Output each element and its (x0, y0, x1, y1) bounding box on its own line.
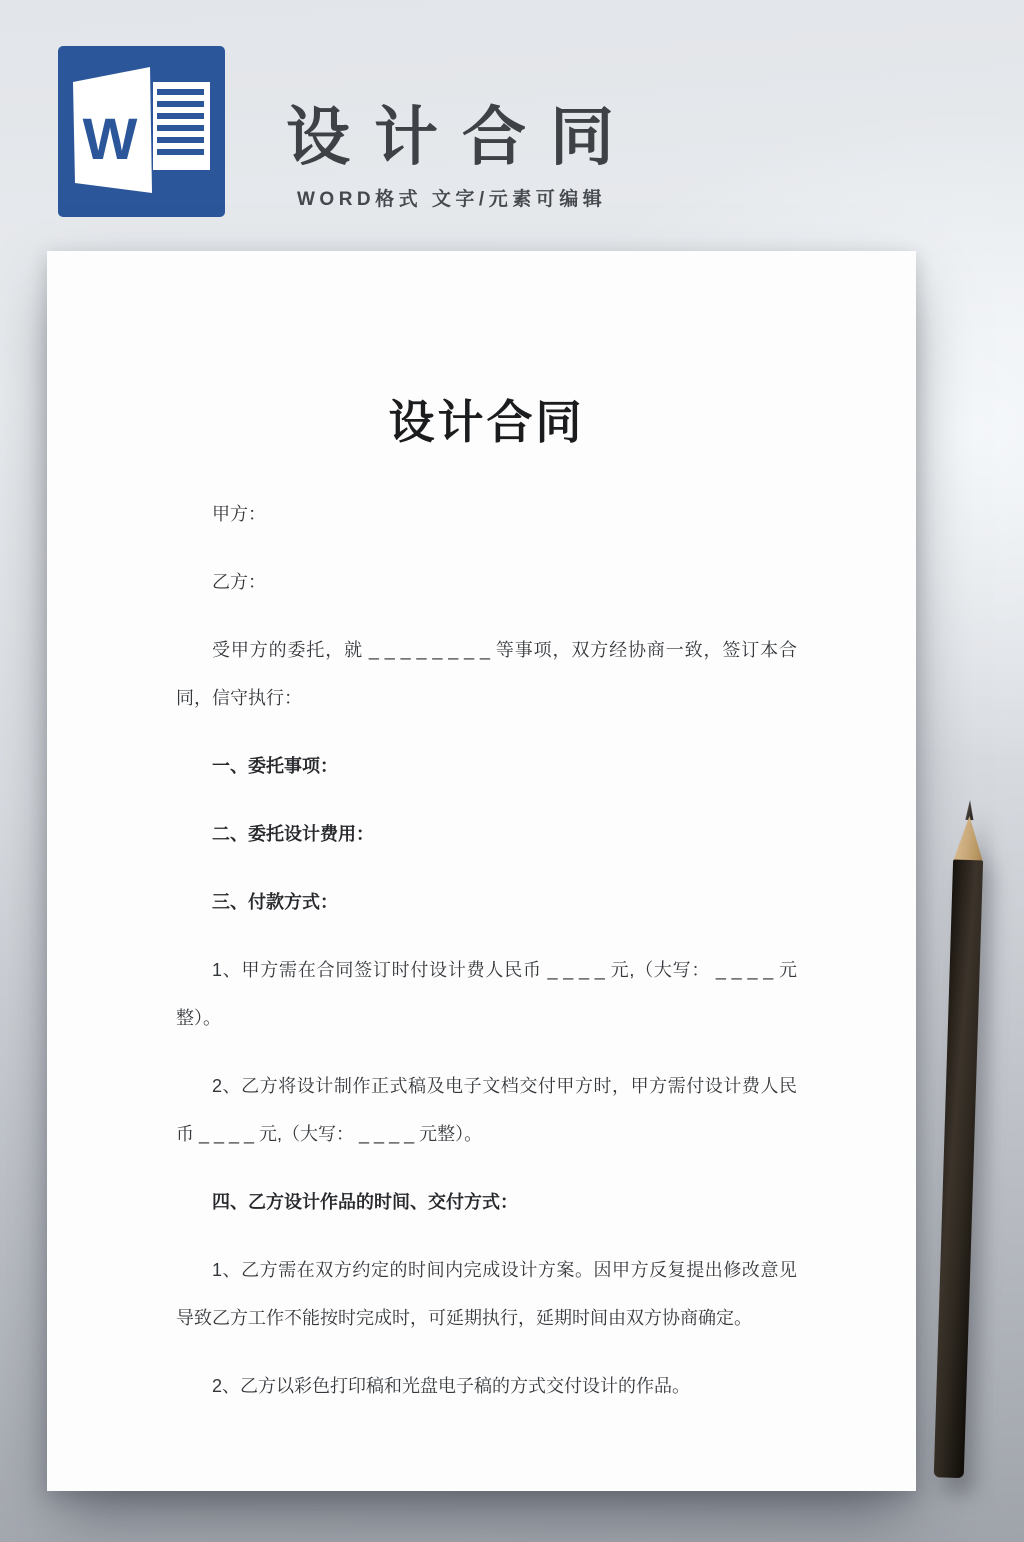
delivery-clause-1: 1、乙方需在双方约定的时间内完成设计方案。因甲方反复提出修改意见导致乙方工作不能按时完成时，可延期执行，延期时间由双方协商确定。 (176, 1260, 797, 1328)
delivery-clause-2: 2、乙方以彩色打印稿和光盘电子稿的方式交付设计的作品。 (212, 1376, 691, 1396)
payment-clause-2: 2、乙方将设计制作正式稿及电子文档交付甲方时，甲方需付设计费人民币 _ _ _ _ 元,（大写： _ _ _ _ 元整）。 (176, 1076, 797, 1144)
section-3-heading: 三、付款方式： (212, 892, 338, 912)
document-title: 设计合同 (388, 396, 585, 448)
pencil-image (930, 799, 988, 1488)
word-logo-icon (58, 46, 225, 217)
preamble-paragraph: 受甲方的委托，就 _ _ _ _ _ _ _ _ 等事项，双方经协商一致，签订本合同，信守执行： (176, 640, 797, 708)
pencil-wood-cone (953, 816, 984, 863)
payment-clause-1: 1、甲方需在合同签订时付设计费人民币 _ _ _ _ 元,（大写： _ _ _ _ 元整）。 (176, 960, 797, 1028)
banner-title: 设计合同 (286, 101, 638, 173)
word-logo-letter: W (82, 107, 138, 172)
section-2-heading: 二、委托设计费用： (212, 824, 374, 844)
section-1-heading: 一、委托事项： (212, 756, 338, 776)
party-a-label: 甲方： (212, 504, 266, 524)
section-4-heading: 四、乙方设计作品的时间、交付方式： (212, 1192, 518, 1212)
banner-subtitle: WORD格式 文字/元素可编辑 (297, 189, 607, 210)
party-b-label: 乙方： (212, 572, 266, 592)
word-logo-svg (58, 46, 225, 217)
pencil-body (934, 859, 983, 1478)
document-page (47, 251, 916, 1491)
